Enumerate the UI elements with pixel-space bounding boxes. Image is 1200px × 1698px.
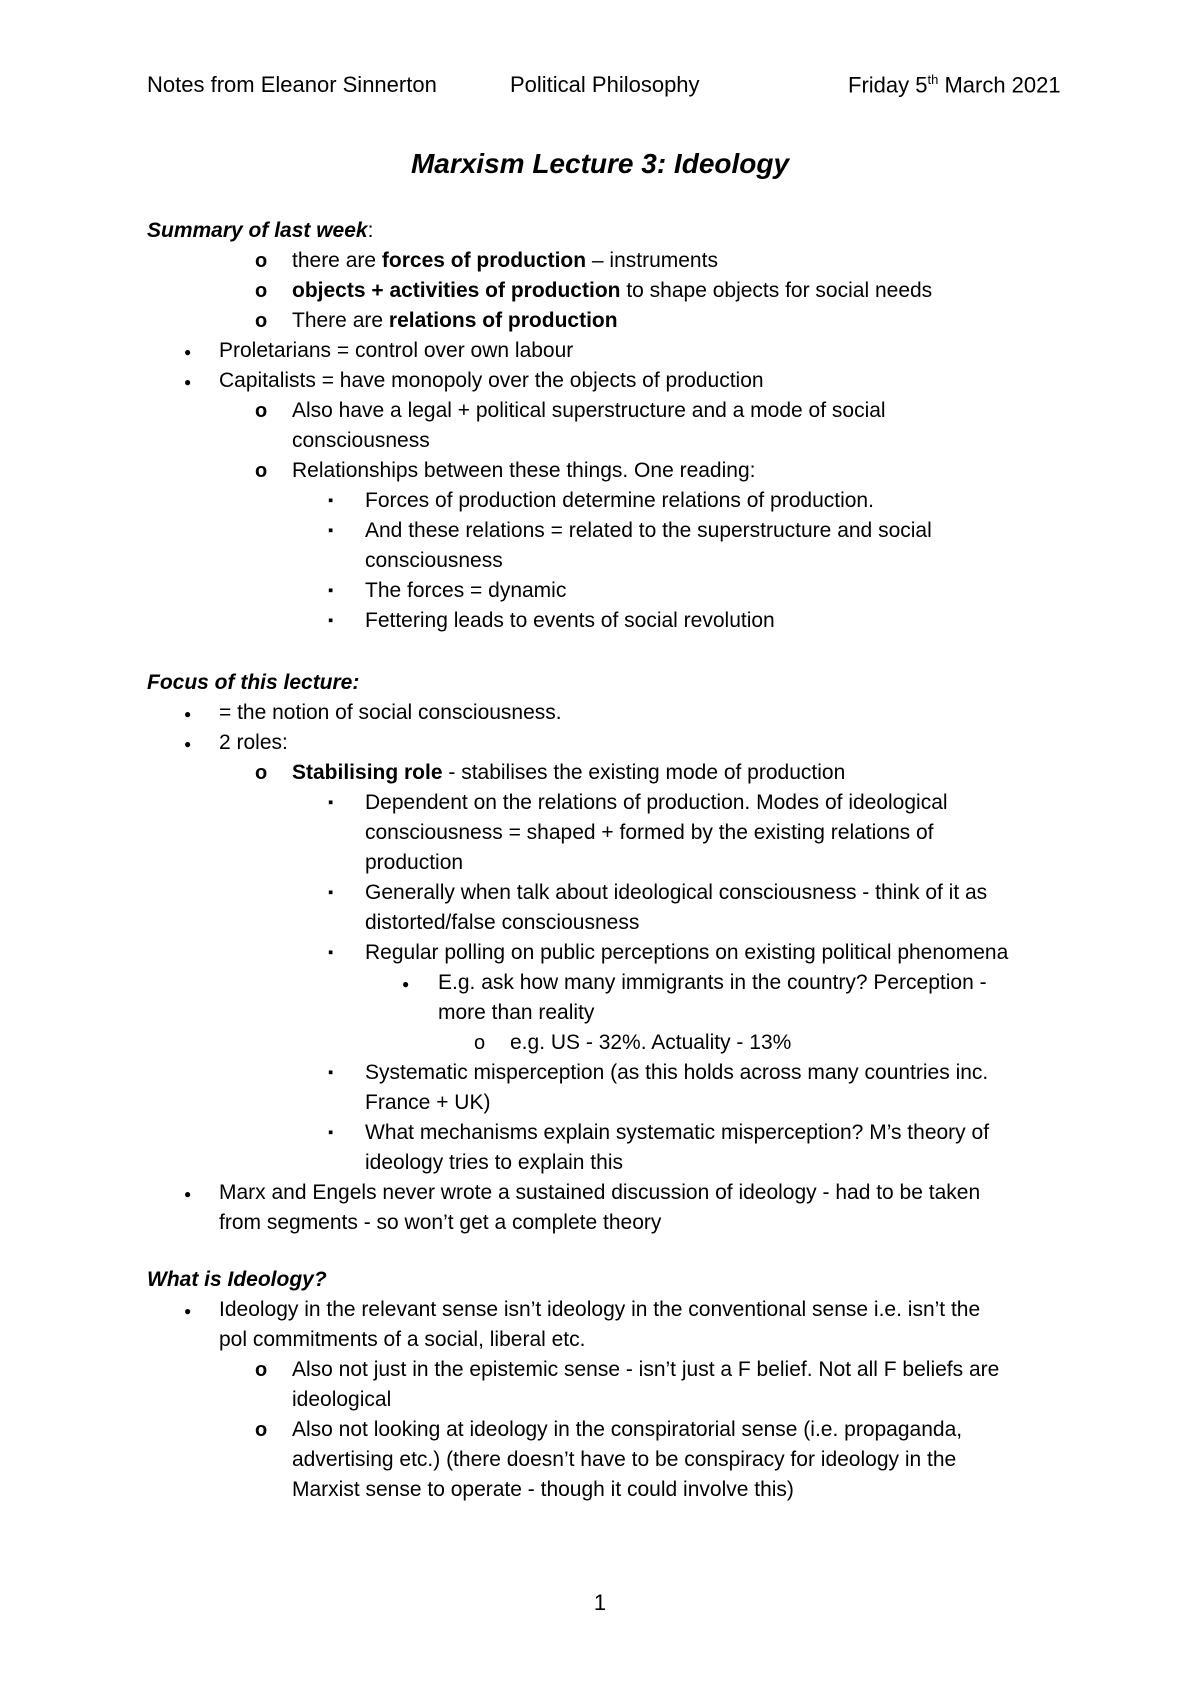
list-item-line: What mechanisms explain systematic misperception? M’s theory of bbox=[365, 1121, 990, 1144]
text-run: - stabilises the existing mode of production bbox=[442, 761, 846, 784]
bold-text-run: relations of production bbox=[388, 309, 618, 332]
bullet-marker-level3: ▪ bbox=[328, 612, 334, 629]
bullet-marker-level3: ▪ bbox=[328, 884, 334, 901]
list-item-line bbox=[292, 279, 932, 303]
bullet-marker-level3: ▪ bbox=[328, 1124, 334, 1141]
bullet-marker-level2: o bbox=[255, 400, 268, 422]
bullet-marker-level3: ▪ bbox=[328, 582, 334, 599]
bullet-marker-level3: ▪ bbox=[328, 944, 334, 961]
text-run: to shape objects for social needs bbox=[620, 279, 933, 302]
bullet-marker-level4: ● bbox=[402, 977, 410, 991]
bullet-marker-level2: o bbox=[255, 460, 268, 482]
list-item-line-continuation: more than reality bbox=[438, 1001, 595, 1024]
list-item-line-continuation: pol commitments of a social, liberal etc. bbox=[219, 1328, 586, 1351]
header-author: Notes from Eleanor Sinnerton bbox=[147, 72, 437, 97]
list-item-line: = the notion of social consciousness. bbox=[219, 701, 562, 724]
bullet-marker-level2: o bbox=[255, 1359, 268, 1381]
text-run: there are bbox=[292, 249, 382, 272]
bullet-marker-level1: ● bbox=[184, 737, 192, 751]
list-item-line: Generally when talk about ideological consciousness - think of it as bbox=[365, 881, 988, 904]
bold-text-run: forces of production bbox=[381, 249, 587, 272]
text-run: There are bbox=[292, 309, 389, 332]
bullet-marker-level2: o bbox=[255, 250, 268, 272]
bullet-marker-level3: ▪ bbox=[328, 522, 334, 539]
bold-text-run: objects + activities of production bbox=[292, 279, 621, 302]
section-heading-summary bbox=[147, 219, 373, 243]
list-item-line: Also not looking at ideology in the conspiratorial sense (i.e. propaganda, bbox=[292, 1418, 963, 1441]
list-item-line: Proletarians = control over own labour bbox=[219, 339, 574, 362]
list-item-line-continuation: consciousness bbox=[365, 549, 503, 572]
header-subject: Political Philosophy bbox=[510, 72, 700, 97]
list-item-line: Dependent on the relations of production. Modes of ideological bbox=[365, 791, 948, 814]
bullet-marker-level2: o bbox=[255, 280, 268, 302]
list-item-line-continuation: from segments - so won’t get a complete theory bbox=[219, 1211, 662, 1234]
page-number: 1 bbox=[593, 1590, 607, 1615]
page-title: Marxism Lecture 3: Ideology bbox=[410, 148, 790, 179]
list-item-line-continuation: ideology tries to explain this bbox=[365, 1151, 623, 1174]
list-item-line-continuation: advertising etc.) (there doesn’t have to be conspiracy for ideology in the bbox=[292, 1448, 957, 1471]
list-item-line: Marx and Engels never wrote a sustained discussion of ideology - had to be taken bbox=[219, 1181, 981, 1204]
header-date bbox=[848, 72, 1061, 98]
list-item-line: E.g. ask how many immigrants in the country? Perception - bbox=[438, 971, 987, 994]
bullet-marker-level3: ▪ bbox=[328, 492, 334, 509]
list-item-line: Also not just in the epistemic sense - isn’t just a F belief. Not all F beliefs are bbox=[292, 1358, 1000, 1381]
section-heading-focus: Focus of this lecture: bbox=[147, 671, 360, 694]
bullet-marker-level5: o bbox=[474, 1032, 486, 1054]
bullet-marker-level2: o bbox=[255, 310, 268, 332]
list-item-line: Regular polling on public perceptions on existing political phenomena bbox=[365, 941, 1009, 964]
list-item-line: Forces of production determine relations of production. bbox=[365, 489, 874, 512]
bullet-marker-level1: ● bbox=[184, 1304, 192, 1318]
bullet-marker-level2: o bbox=[255, 762, 268, 784]
header-date-rest: March 2021 bbox=[938, 72, 1061, 98]
list-item-line: e.g. US - 32%. Actuality - 13% bbox=[510, 1031, 792, 1054]
bold-text-run: Stabilising role bbox=[292, 761, 443, 784]
header-date-day: Friday 5 bbox=[848, 72, 928, 98]
list-item-line: 2 roles: bbox=[219, 731, 288, 754]
bullet-marker-level1: ● bbox=[184, 375, 192, 389]
list-item-line-continuation: Marxist sense to operate - though it could involve this) bbox=[292, 1478, 794, 1501]
list-item-line: The forces = dynamic bbox=[365, 579, 567, 602]
list-item-line-continuation: production bbox=[365, 851, 464, 874]
list-item-line: Capitalists = have monopoly over the objects of production bbox=[219, 369, 764, 392]
list-item-line-continuation: France + UK) bbox=[365, 1091, 491, 1114]
header-date-suffix: th bbox=[927, 72, 939, 87]
section-heading-summary-colon: : bbox=[367, 219, 374, 242]
list-item-line: Relationships between these things. One reading: bbox=[292, 459, 756, 482]
list-item-line-continuation: consciousness bbox=[292, 429, 430, 452]
bullet-marker-level1: ● bbox=[184, 707, 192, 721]
bullet-marker-level1: ● bbox=[184, 1187, 192, 1201]
list-item-line-continuation: consciousness = shaped + formed by the existing relations of bbox=[365, 821, 934, 844]
list-item-line: Systematic misperception (as this holds across many countries inc. bbox=[365, 1061, 989, 1084]
list-item-line-continuation: ideological bbox=[292, 1388, 392, 1411]
list-item-line: Fettering leads to events of social revolution bbox=[365, 609, 775, 632]
list-item-line: Ideology in the relevant sense isn’t ideology in the conventional sense i.e. isn’t the bbox=[219, 1298, 981, 1321]
list-item-line bbox=[292, 249, 718, 273]
text-run: – instruments bbox=[586, 249, 718, 272]
bullet-marker-level3: ▪ bbox=[328, 1064, 334, 1081]
bullet-marker-level1: ● bbox=[184, 345, 192, 359]
list-item-line: And these relations = related to the superstructure and social bbox=[365, 519, 932, 542]
section-heading-what-is-ideology: What is Ideology? bbox=[147, 1268, 327, 1291]
list-item-line bbox=[292, 309, 618, 333]
bullet-marker-level2: o bbox=[255, 1419, 268, 1441]
bullet-marker-level3: ▪ bbox=[328, 794, 334, 811]
list-item-line bbox=[292, 761, 845, 785]
section-heading-summary-text: Summary of last week bbox=[147, 219, 368, 242]
list-item-line: Also have a legal + political superstructure and a mode of social bbox=[292, 399, 886, 422]
list-item-line-continuation: distorted/false consciousness bbox=[365, 911, 640, 934]
